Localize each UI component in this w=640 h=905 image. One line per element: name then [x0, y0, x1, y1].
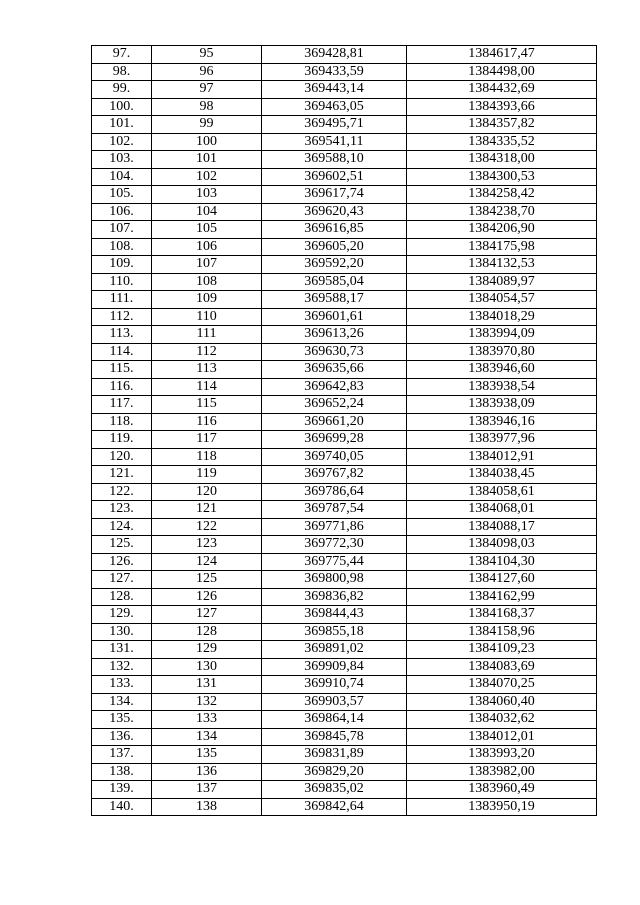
row-number-cell: 121. [92, 466, 152, 484]
y-coordinate-cell: 1383938,09 [407, 396, 597, 414]
row-number-cell: 139. [92, 781, 152, 799]
y-coordinate-cell: 1384054,57 [407, 291, 597, 309]
row-number-cell: 135. [92, 711, 152, 729]
x-coordinate-cell: 369620,43 [262, 203, 407, 221]
point-number-cell: 126 [152, 588, 262, 606]
row-number-cell: 131. [92, 641, 152, 659]
table-row [92, 151, 597, 169]
x-coordinate-cell: 369592,20 [262, 256, 407, 274]
table-row [92, 378, 597, 396]
x-coordinate-cell: 369428,81 [262, 46, 407, 64]
point-number-cell: 121 [152, 501, 262, 519]
x-coordinate-cell: 369602,51 [262, 168, 407, 186]
x-coordinate-cell: 369585,04 [262, 273, 407, 291]
x-coordinate-cell: 369842,64 [262, 798, 407, 816]
table-row [92, 588, 597, 606]
x-coordinate-cell: 369541,11 [262, 133, 407, 151]
table-row [92, 728, 597, 746]
table-row [92, 431, 597, 449]
point-number-cell: 113 [152, 361, 262, 379]
point-number-cell: 109 [152, 291, 262, 309]
x-coordinate-cell: 369787,54 [262, 501, 407, 519]
point-number-cell: 116 [152, 413, 262, 431]
x-coordinate-cell: 369495,71 [262, 116, 407, 134]
y-coordinate-cell: 1383960,49 [407, 781, 597, 799]
point-number-cell: 110 [152, 308, 262, 326]
y-coordinate-cell: 1384206,90 [407, 221, 597, 239]
table-row [92, 98, 597, 116]
x-coordinate-cell: 369605,20 [262, 238, 407, 256]
x-coordinate-cell: 369642,83 [262, 378, 407, 396]
x-coordinate-cell: 369767,82 [262, 466, 407, 484]
row-number-cell: 128. [92, 588, 152, 606]
coordinates-table-body [92, 46, 597, 816]
y-coordinate-cell: 1384335,52 [407, 133, 597, 151]
row-number-cell: 140. [92, 798, 152, 816]
point-number-cell: 124 [152, 553, 262, 571]
point-number-cell: 134 [152, 728, 262, 746]
x-coordinate-cell: 369909,84 [262, 658, 407, 676]
row-number-cell: 104. [92, 168, 152, 186]
table-row [92, 746, 597, 764]
x-coordinate-cell: 369588,17 [262, 291, 407, 309]
row-number-cell: 110. [92, 273, 152, 291]
row-number-cell: 125. [92, 536, 152, 554]
row-number-cell: 107. [92, 221, 152, 239]
table-row [92, 623, 597, 641]
x-coordinate-cell: 369588,10 [262, 151, 407, 169]
x-coordinate-cell: 369855,18 [262, 623, 407, 641]
row-number-cell: 122. [92, 483, 152, 501]
table-row [92, 413, 597, 431]
x-coordinate-cell: 369635,66 [262, 361, 407, 379]
point-number-cell: 96 [152, 63, 262, 81]
x-coordinate-cell: 369829,20 [262, 763, 407, 781]
point-number-cell: 129 [152, 641, 262, 659]
table-row [92, 63, 597, 81]
y-coordinate-cell: 1383970,80 [407, 343, 597, 361]
point-number-cell: 119 [152, 466, 262, 484]
row-number-cell: 132. [92, 658, 152, 676]
x-coordinate-cell: 369775,44 [262, 553, 407, 571]
row-number-cell: 97. [92, 46, 152, 64]
point-number-cell: 127 [152, 606, 262, 624]
table-row [92, 711, 597, 729]
x-coordinate-cell: 369844,43 [262, 606, 407, 624]
table-row [92, 168, 597, 186]
table-row [92, 186, 597, 204]
point-number-cell: 103 [152, 186, 262, 204]
y-coordinate-cell: 1384083,69 [407, 658, 597, 676]
row-number-cell: 108. [92, 238, 152, 256]
y-coordinate-cell: 1384238,70 [407, 203, 597, 221]
point-number-cell: 106 [152, 238, 262, 256]
row-number-cell: 114. [92, 343, 152, 361]
point-number-cell: 114 [152, 378, 262, 396]
point-number-cell: 130 [152, 658, 262, 676]
table-row [92, 781, 597, 799]
x-coordinate-cell: 369652,24 [262, 396, 407, 414]
point-number-cell: 120 [152, 483, 262, 501]
x-coordinate-cell: 369463,05 [262, 98, 407, 116]
y-coordinate-cell: 1383950,19 [407, 798, 597, 816]
x-coordinate-cell: 369443,14 [262, 81, 407, 99]
table-row [92, 606, 597, 624]
table-row [92, 518, 597, 536]
table-row [92, 343, 597, 361]
point-number-cell: 101 [152, 151, 262, 169]
y-coordinate-cell: 1384132,53 [407, 256, 597, 274]
y-coordinate-cell: 1383977,96 [407, 431, 597, 449]
y-coordinate-cell: 1384104,30 [407, 553, 597, 571]
table-row [92, 46, 597, 64]
table-row [92, 466, 597, 484]
y-coordinate-cell: 1384012,01 [407, 728, 597, 746]
row-number-cell: 123. [92, 501, 152, 519]
table-row [92, 133, 597, 151]
point-number-cell: 108 [152, 273, 262, 291]
row-number-cell: 98. [92, 63, 152, 81]
y-coordinate-cell: 1384068,01 [407, 501, 597, 519]
y-coordinate-cell: 1384032,62 [407, 711, 597, 729]
y-coordinate-cell: 1384175,98 [407, 238, 597, 256]
point-number-cell: 125 [152, 571, 262, 589]
y-coordinate-cell: 1383946,16 [407, 413, 597, 431]
x-coordinate-cell: 369601,61 [262, 308, 407, 326]
y-coordinate-cell: 1384158,96 [407, 623, 597, 641]
row-number-cell: 102. [92, 133, 152, 151]
point-number-cell: 122 [152, 518, 262, 536]
row-number-cell: 134. [92, 693, 152, 711]
row-number-cell: 138. [92, 763, 152, 781]
y-coordinate-cell: 1384258,42 [407, 186, 597, 204]
y-coordinate-cell: 1384617,47 [407, 46, 597, 64]
y-coordinate-cell: 1384168,37 [407, 606, 597, 624]
y-coordinate-cell: 1384098,03 [407, 536, 597, 554]
point-number-cell: 123 [152, 536, 262, 554]
x-coordinate-cell: 369903,57 [262, 693, 407, 711]
x-coordinate-cell: 369786,64 [262, 483, 407, 501]
table-row [92, 693, 597, 711]
table-row [92, 676, 597, 694]
point-number-cell: 100 [152, 133, 262, 151]
row-number-cell: 105. [92, 186, 152, 204]
y-coordinate-cell: 1383946,60 [407, 361, 597, 379]
x-coordinate-cell: 369617,74 [262, 186, 407, 204]
y-coordinate-cell: 1384318,00 [407, 151, 597, 169]
y-coordinate-cell: 1383938,54 [407, 378, 597, 396]
x-coordinate-cell: 369845,78 [262, 728, 407, 746]
point-number-cell: 133 [152, 711, 262, 729]
row-number-cell: 133. [92, 676, 152, 694]
table-row [92, 238, 597, 256]
row-number-cell: 99. [92, 81, 152, 99]
point-number-cell: 99 [152, 116, 262, 134]
point-number-cell: 128 [152, 623, 262, 641]
row-number-cell: 111. [92, 291, 152, 309]
x-coordinate-cell: 369699,28 [262, 431, 407, 449]
table-row [92, 326, 597, 344]
row-number-cell: 136. [92, 728, 152, 746]
y-coordinate-cell: 1384162,99 [407, 588, 597, 606]
row-number-cell: 129. [92, 606, 152, 624]
point-number-cell: 132 [152, 693, 262, 711]
table-row [92, 203, 597, 221]
table-row [92, 396, 597, 414]
y-coordinate-cell: 1384012,91 [407, 448, 597, 466]
row-number-cell: 116. [92, 378, 152, 396]
table-row [92, 536, 597, 554]
x-coordinate-cell: 369910,74 [262, 676, 407, 694]
x-coordinate-cell: 369800,98 [262, 571, 407, 589]
y-coordinate-cell: 1384058,61 [407, 483, 597, 501]
table-row [92, 798, 597, 816]
y-coordinate-cell: 1383993,20 [407, 746, 597, 764]
row-number-cell: 101. [92, 116, 152, 134]
y-coordinate-cell: 1384038,45 [407, 466, 597, 484]
row-number-cell: 118. [92, 413, 152, 431]
row-number-cell: 120. [92, 448, 152, 466]
row-number-cell: 106. [92, 203, 152, 221]
y-coordinate-cell: 1383994,09 [407, 326, 597, 344]
y-coordinate-cell: 1384498,00 [407, 63, 597, 81]
table-row [92, 763, 597, 781]
row-number-cell: 127. [92, 571, 152, 589]
row-number-cell: 117. [92, 396, 152, 414]
x-coordinate-cell: 369835,02 [262, 781, 407, 799]
table-row [92, 448, 597, 466]
y-coordinate-cell: 1384432,69 [407, 81, 597, 99]
x-coordinate-cell: 369891,02 [262, 641, 407, 659]
row-number-cell: 103. [92, 151, 152, 169]
y-coordinate-cell: 1384357,82 [407, 116, 597, 134]
x-coordinate-cell: 369613,26 [262, 326, 407, 344]
y-coordinate-cell: 1384393,66 [407, 98, 597, 116]
point-number-cell: 117 [152, 431, 262, 449]
point-number-cell: 137 [152, 781, 262, 799]
x-coordinate-cell: 369772,30 [262, 536, 407, 554]
table-row [92, 641, 597, 659]
table-row [92, 658, 597, 676]
x-coordinate-cell: 369836,82 [262, 588, 407, 606]
table-row [92, 291, 597, 309]
point-number-cell: 111 [152, 326, 262, 344]
point-number-cell: 135 [152, 746, 262, 764]
row-number-cell: 126. [92, 553, 152, 571]
point-number-cell: 115 [152, 396, 262, 414]
point-number-cell: 104 [152, 203, 262, 221]
point-number-cell: 138 [152, 798, 262, 816]
row-number-cell: 115. [92, 361, 152, 379]
table-row [92, 553, 597, 571]
y-coordinate-cell: 1384127,60 [407, 571, 597, 589]
x-coordinate-cell: 369864,14 [262, 711, 407, 729]
x-coordinate-cell: 369771,86 [262, 518, 407, 536]
row-number-cell: 130. [92, 623, 152, 641]
row-number-cell: 109. [92, 256, 152, 274]
table-row [92, 361, 597, 379]
y-coordinate-cell: 1384060,40 [407, 693, 597, 711]
table-row [92, 256, 597, 274]
y-coordinate-cell: 1384300,53 [407, 168, 597, 186]
row-number-cell: 119. [92, 431, 152, 449]
point-number-cell: 107 [152, 256, 262, 274]
point-number-cell: 131 [152, 676, 262, 694]
x-coordinate-cell: 369661,20 [262, 413, 407, 431]
point-number-cell: 98 [152, 98, 262, 116]
table-row [92, 571, 597, 589]
table-row [92, 501, 597, 519]
table-row [92, 483, 597, 501]
point-number-cell: 95 [152, 46, 262, 64]
coordinates-table [91, 45, 597, 816]
row-number-cell: 112. [92, 308, 152, 326]
y-coordinate-cell: 1384070,25 [407, 676, 597, 694]
x-coordinate-cell: 369433,59 [262, 63, 407, 81]
x-coordinate-cell: 369616,85 [262, 221, 407, 239]
y-coordinate-cell: 1383982,00 [407, 763, 597, 781]
y-coordinate-cell: 1384088,17 [407, 518, 597, 536]
row-number-cell: 100. [92, 98, 152, 116]
row-number-cell: 113. [92, 326, 152, 344]
point-number-cell: 105 [152, 221, 262, 239]
y-coordinate-cell: 1384018,29 [407, 308, 597, 326]
row-number-cell: 124. [92, 518, 152, 536]
row-number-cell: 137. [92, 746, 152, 764]
table-row [92, 221, 597, 239]
x-coordinate-cell: 369831,89 [262, 746, 407, 764]
point-number-cell: 97 [152, 81, 262, 99]
table-row [92, 81, 597, 99]
table-row [92, 308, 597, 326]
table-row [92, 116, 597, 134]
point-number-cell: 136 [152, 763, 262, 781]
y-coordinate-cell: 1384089,97 [407, 273, 597, 291]
x-coordinate-cell: 369630,73 [262, 343, 407, 361]
table-row [92, 273, 597, 291]
point-number-cell: 118 [152, 448, 262, 466]
x-coordinate-cell: 369740,05 [262, 448, 407, 466]
point-number-cell: 112 [152, 343, 262, 361]
y-coordinate-cell: 1384109,23 [407, 641, 597, 659]
point-number-cell: 102 [152, 168, 262, 186]
